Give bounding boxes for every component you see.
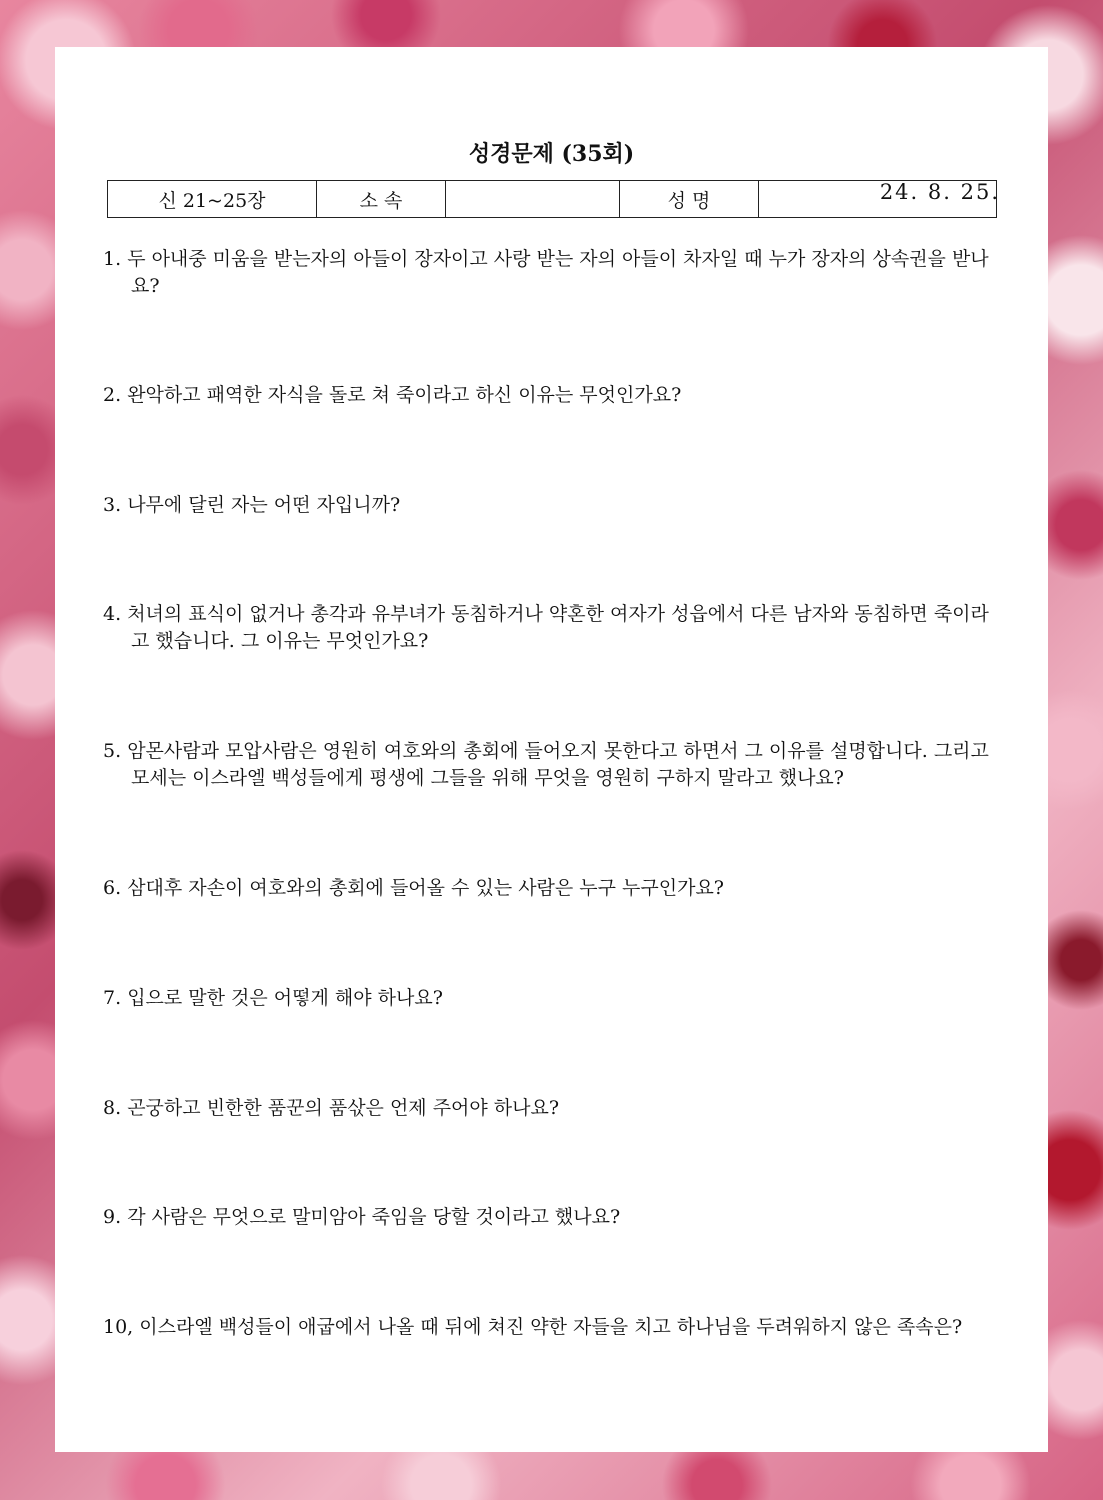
question-10	[103, 1314, 998, 1341]
question-2	[103, 382, 998, 409]
question-text: 이스라엘 백성들이 애굽에서 나올 때 뒤에 쳐진 약한 자들을 치고 하나님을 두려워하지 않은 족속은?	[139, 1316, 963, 1338]
question-text: 두 아내중 미움을 받는자의 아들이 장자이고 사랑 받는 자의 아들이 차자일 때 누가 장자의 상속권을 받나요?	[127, 248, 989, 297]
question-text: 나무에 달린 자는 어떤 자입니까?	[127, 494, 401, 516]
question-8	[103, 1095, 998, 1122]
question-text: 완악하고 패역한 자식을 돌로 쳐 죽이라고 하신 이유는 무엇인가요?	[127, 384, 682, 406]
question-1	[103, 246, 998, 300]
question-number: 1.	[103, 248, 122, 270]
question-7	[103, 985, 998, 1012]
question-number: 2.	[103, 384, 122, 406]
question-text: 처녀의 표식이 없거나 총각과 유부녀가 동침하거나 약혼한 여자가 성읍에서 다른 남자와 동침하면 죽이라고 했습니다. 그 이유는 무엇인가요?	[127, 603, 989, 652]
affiliation-field[interactable]	[446, 181, 620, 218]
question-text: 암몬사람과 모압사람은 영원히 여호와의 총회에 들어오지 못한다고 하면서 그 이유를 설명합니다. 그리고 모세는 이스라엘 백성들에게 평생에 그들을 위해 무엇을 영원히 구하지 말라고 했나요?	[127, 740, 989, 789]
page-title: 성경문제 (35회)	[468, 141, 635, 167]
info-table	[107, 180, 997, 218]
question-text: 입으로 말한 것은 어떻게 해야 하나요?	[127, 987, 443, 1009]
question-number: 6.	[103, 877, 122, 899]
question-number: 7.	[103, 987, 122, 1009]
question-text: 각 사람은 무엇으로 말미암아 죽임을 당할 것이라고 했나요?	[127, 1206, 621, 1228]
question-4	[103, 601, 998, 655]
question-number: 3.	[103, 494, 122, 516]
question-6	[103, 875, 998, 902]
question-text: 삼대후 자손이 여호와의 총회에 들어올 수 있는 사람은 누구 누구인가요?	[127, 877, 724, 899]
question-9	[103, 1204, 998, 1231]
name-label: 성 명	[620, 181, 759, 218]
chapter-cell: 신 21~25장	[108, 181, 317, 218]
question-number: 5.	[103, 740, 122, 762]
question-5	[103, 738, 998, 792]
question-number: 10,	[103, 1316, 134, 1338]
question-number: 8.	[103, 1097, 122, 1119]
name-field[interactable]	[759, 181, 997, 218]
date-label: 24. 8. 25.	[879, 180, 1000, 204]
question-number: 9.	[103, 1206, 122, 1228]
affiliation-label: 소 속	[317, 181, 446, 218]
question-text: 곤궁하고 빈한한 품꾼의 품삯은 언제 주어야 하나요?	[127, 1097, 560, 1119]
question-number: 4.	[103, 603, 122, 625]
question-3	[103, 492, 998, 519]
